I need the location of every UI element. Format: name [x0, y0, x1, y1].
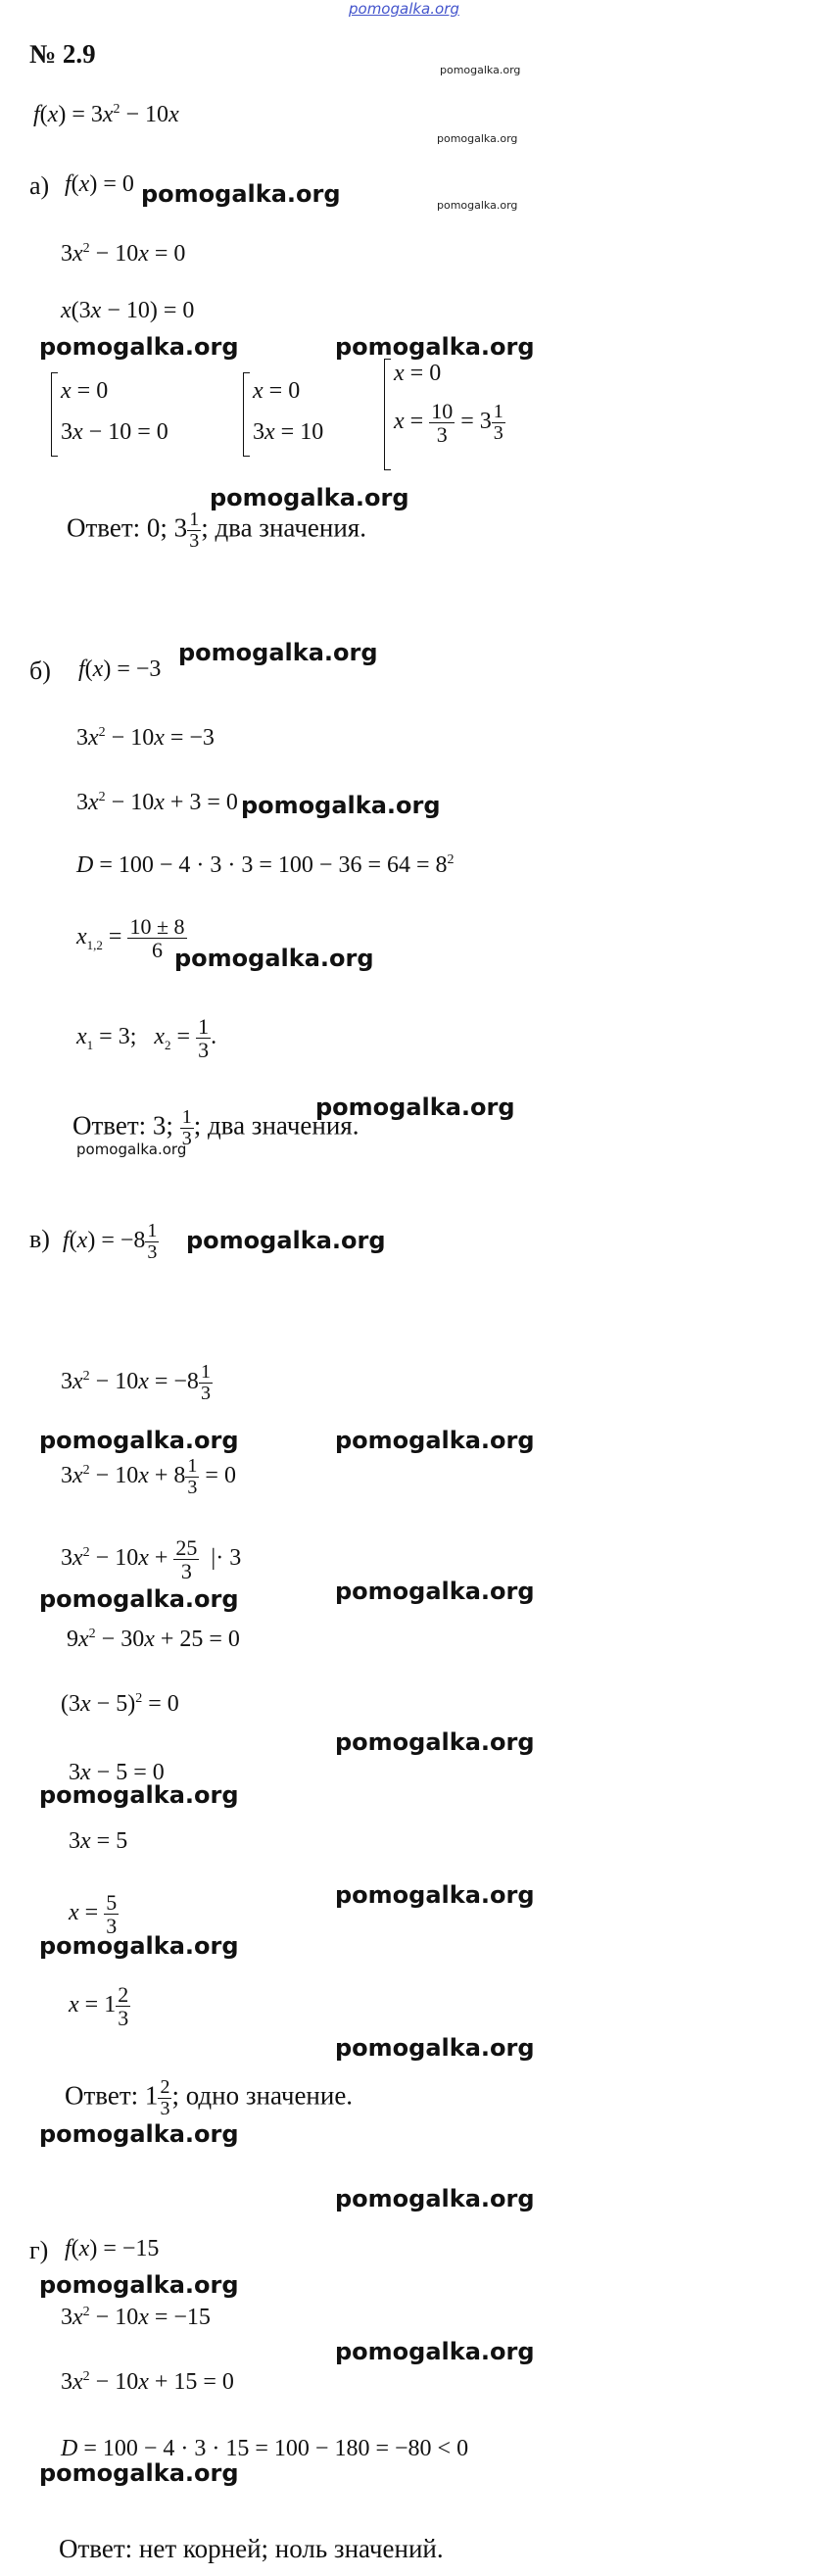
part-d-answer: Ответ: нет корней; ноль значений. — [59, 2534, 444, 2563]
watermark: pomogalka.org — [315, 1094, 515, 1121]
watermark: pomogalka.org — [39, 1427, 239, 1454]
site-link[interactable]: pomogalka.org — [349, 0, 459, 18]
watermark: pomogalka.org — [335, 2338, 535, 2365]
part-a-line-2: x(3x − 10) = 0 — [61, 298, 195, 323]
watermark: pomogalka.org — [335, 2034, 535, 2062]
part-a-line-1: $3x^2 - 10x = 0$ — [61, 241, 186, 267]
part-d-line-2: $3x^2 - 10x + 15 = 0$ — [61, 2369, 234, 2395]
watermark: pomogalka.org — [335, 1881, 535, 1909]
function-definition: $f(x) = 3x^2 - 10x$ — [33, 102, 179, 127]
watermark-small: pomogalka.org — [440, 64, 521, 76]
watermark: pomogalka.org — [39, 1781, 239, 1809]
system-bracket — [51, 372, 58, 457]
part-b-roots: $x_1 = 3$; $x_2$ = $\frac{1}{3}$ . — [76, 1014, 217, 1063]
part-b-line-2: $3x^2 - 10x + 3 = 0$ — [76, 790, 238, 815]
watermark: pomogalka.org — [174, 945, 374, 972]
watermark: pomogalka.org — [335, 1728, 535, 1756]
watermark: pomogalka.org — [178, 639, 378, 666]
part-d-condition: f(x) = −15 — [65, 2236, 160, 2261]
part-b-line-1: $3x^2 - 10x = -3$ — [76, 725, 215, 751]
part-c-line-2: $3x^2 - 10x + 8$ $\frac{1}{3}$ = 0 — [61, 1455, 236, 1498]
watermark: pomogalka.org — [241, 792, 441, 819]
system-a3-line-1: x = 0 — [394, 361, 442, 386]
part-d-label: г) — [29, 2236, 49, 2264]
part-c-line-4: $9x^2 - 30x + 25 = 0$ — [67, 1627, 240, 1652]
part-b-condition: f(x) = −3 — [78, 656, 162, 682]
watermark: pomogalka.org — [335, 1578, 535, 1605]
part-a-answer: Ответ: 0; 3 $\frac{1}{3}$ ; два значения. — [67, 509, 366, 552]
system-a1-line-2: 3x − 10 = 0 — [61, 419, 168, 445]
part-c-line-6: 3x − 5 = 0 — [69, 1760, 165, 1785]
system-bracket — [384, 359, 391, 470]
watermark: pomogalka.org — [39, 1932, 239, 1960]
watermark: pomogalka.org — [39, 2459, 239, 2487]
part-c-line-5: $(3x - 5)^2 = 0$ — [61, 1691, 179, 1717]
part-c-condition: f(x) = −8 $\frac{1}{3}$ — [63, 1220, 158, 1263]
system-a2-line-2: 3x = 10 — [253, 419, 324, 445]
part-b-roots-formula: $x_{1,2}$ = $\frac{10 \pm 8}{6}$ — [76, 914, 185, 963]
system-bracket — [243, 372, 250, 457]
part-c-line-3: $3x^2 - 10x$ + $\frac{25}{3}$ |· 3 — [61, 1535, 242, 1584]
part-c-answer: Ответ: 1 $\frac{2}{3}$ ; одно значение. — [65, 2076, 354, 2119]
watermark: pomogalka.org — [186, 1227, 386, 1254]
part-b-discriminant: $D = 100 - 4 \cdot 3 \cdot 3 = 100 - 36 = 64 = 8^2$ — [76, 852, 455, 878]
part-a-condition: f(x) = 0 — [65, 171, 134, 197]
system-a3-line-2: x = $\frac{10}{3}$ = 3 $\frac{1}{3}$ — [394, 399, 503, 448]
part-b-answer: Ответ: 3; $\frac{1}{3}$ ; два значения. — [72, 1106, 360, 1149]
problem-number: № 2.9 — [29, 39, 96, 69]
part-c-line-8: x = $\frac{5}{3}$ — [69, 1890, 118, 1939]
watermark: pomogalka.org — [335, 1427, 535, 1454]
system-a1-line-1: x = 0 — [61, 378, 109, 404]
watermark-small: pomogalka.org — [76, 1141, 187, 1158]
watermark: pomogalka.org — [39, 2271, 239, 2299]
watermark: pomogalka.org — [39, 333, 239, 361]
watermark: pomogalka.org — [39, 2120, 239, 2148]
part-c-line-1: $3x^2 - 10x = -8$ $\frac{1}{3}$ — [61, 1361, 211, 1404]
part-c-line-9: x = 1 $\frac{2}{3}$ — [69, 1982, 129, 2031]
part-c-line-7: 3x = 5 — [69, 1828, 128, 1854]
part-b-label: б) — [29, 656, 51, 685]
watermark: pomogalka.org — [141, 180, 341, 208]
watermark-small: pomogalka.org — [437, 199, 518, 212]
system-a2-line-1: x = 0 — [253, 378, 301, 404]
watermark-small: pomogalka.org — [437, 132, 518, 145]
part-d-line-1: $3x^2 - 10x = -15$ — [61, 2305, 211, 2330]
watermark: pomogalka.org — [335, 2185, 535, 2212]
watermark: pomogalka.org — [210, 484, 409, 511]
part-a-label: а) — [29, 171, 50, 200]
part-d-discriminant: D = 100 − 4 · 3 · 15 = 100 − 180 = −80 < 0 — [61, 2436, 469, 2461]
watermark: pomogalka.org — [335, 333, 535, 361]
watermark: pomogalka.org — [39, 1585, 239, 1613]
part-c-label: в) — [29, 1225, 50, 1253]
